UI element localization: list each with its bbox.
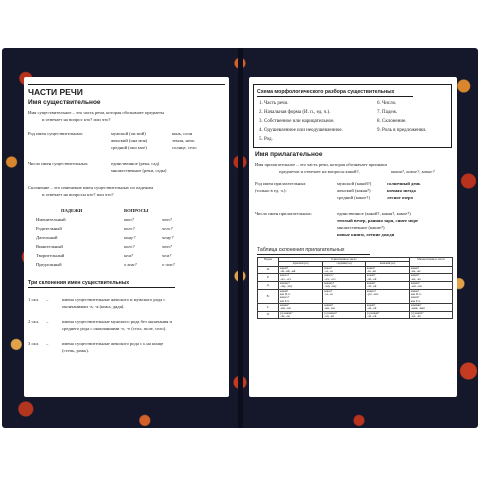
case-question: чем? [162,253,172,258]
table-cell-line: каким? [280,303,289,307]
adjective-definition-line: предметов и отвечает на вопросы какой?, [279,169,360,174]
table-title: Таблица склонения прилагательных [257,247,345,253]
table-cell-case: Т. [258,303,279,311]
table-cell-line: (о) какой? [367,311,380,315]
table-cell-line: -ому, -ему [280,284,293,289]
scheme-item: 7. Падеж. [377,110,398,115]
table-header-case: Падеж [258,258,279,267]
gender-example: солнце, село [172,145,197,150]
table-cell-line: каких? [411,295,420,300]
table-cell [366,289,410,303]
table-cell-line: -ой, -ей [367,284,377,289]
adjective-gender-example: лесное озеро [387,195,413,200]
adjective-number-item: множественное (какие?) [337,225,385,230]
adjective-definition-line: какая?, какое?, какие? [391,169,435,174]
adjective-gender-example: ночная звезда [387,188,416,193]
table-cell [410,289,453,303]
table-cell-line: -ых, -их [411,276,421,281]
adjective-definition-line: Имя прилагательное – это часть речи, которая обозначает признаки [255,162,387,167]
table-cell-case: Д. [258,281,279,289]
table-cell-line: какие? [411,266,420,270]
table-cell-line: -ую, -юю [367,291,379,296]
declension-dash: – [46,341,49,346]
table-cell-line: -ых, -их [411,313,421,318]
table-cell [279,289,323,303]
adjective-heading: Имя прилагательное [255,151,323,158]
table-cell [323,311,366,319]
table-cell-line: -ыми, -ими [411,306,425,311]
scheme-item: 9. Роль в предложении. [377,128,427,133]
top-rule [28,84,225,85]
case-name: Винительный [36,244,63,249]
table-cell-case: И. [258,266,279,274]
table-cell [410,274,453,282]
case-name: Предложный [36,262,62,267]
declension-text: имена существительные женского и мужского рода с [62,297,166,302]
table-cell-line: каким? [324,303,333,307]
right-page [249,77,457,397]
table-row [258,281,453,289]
table-cell-line: -ого, -его [324,276,336,281]
noun-definition-line: и отвечает на вопрос кто? или что? [42,117,111,122]
table-cell-line: какой? [367,303,376,307]
table-cell-line: какой? [367,273,376,278]
table-row [258,274,453,282]
case-question: кем? [124,253,134,258]
table-cell-line: какой? [280,266,289,270]
gender-example: земля, ночь [172,138,195,143]
gender-example: конь, слон [172,131,193,136]
table-cell [279,266,323,274]
case-question: кого? [124,244,135,249]
left-page [24,77,229,397]
table-cell [323,281,366,289]
case-question: о ком? [124,262,137,267]
table-cell [279,274,323,282]
table-cell [323,303,366,311]
table-cell [410,311,453,319]
case-name: Именительный [36,217,66,222]
table-cell-line: -ой, -ей [367,276,377,281]
table-cell-case: П. [258,311,279,319]
adjective-number-example: теплый вечер, ранняя заря, синее море [337,218,419,223]
table-cell-line: какими? [411,303,422,307]
case-question: кто? [124,217,134,222]
number-item: множественное (реки, сады) [111,168,167,173]
table-cell-line: -ое, -ее [324,268,333,273]
cases-header: ПАДЕЖИ [61,208,83,213]
table-cell-line: -ой, -ий, -ый [280,268,296,273]
table-cell [366,281,410,289]
case-name: Дательный [36,235,58,240]
declension-dash: – [46,297,49,302]
table-header-plural: Множественное число [410,258,453,267]
scheme-item: 6. Число. [377,101,397,106]
table-cell-line: как И. п. [411,291,422,296]
scheme-item: 2. Начальная форма (И. п., ед. ч.). [259,110,331,115]
adjective-gender-item: мужской (какой?) [337,181,372,186]
gender-label: Род имен существительных: [28,131,84,136]
declension-text: окончаниями -а, -я (кожа, дядя). [62,304,125,309]
page-title: ЧАСТИ РЕЧИ [28,87,83,97]
spine [238,48,243,428]
table-cell-line: (о) каком? [280,311,293,315]
table-cell-line: какую? [367,289,376,293]
table-header-neut: средний род [323,262,366,266]
table-cell [279,303,323,311]
table-row [258,303,453,311]
table-cell-line: -ым, -им [280,306,291,311]
case-question: чему? [162,235,174,240]
declension-text: среднего рода с окончаниями -о, -е (стол, поле, село). [62,326,167,331]
scheme-item: 3. Собственное или нарицательное. [259,119,335,124]
scheme-item: 1. Часть речи. [259,101,289,106]
table-cell-line: какому? [324,281,335,285]
scheme-item: 4. Одушевленное или неодушевленное. [259,128,343,133]
declension-definition-line: и отвечает на вопросы кто? или что? [42,192,114,197]
table-cell-line: какому? [280,281,290,285]
adjective-gender-item: женский (какая?) [337,188,371,193]
table-header-masc: мужской род [279,262,323,266]
table-cell-line: -ого, -его [280,276,292,281]
three-declensions-heading: Три склонения имен существительных [28,280,130,286]
table-cell-line: какого? [280,273,290,278]
heading-underline [28,287,175,288]
table-cell [366,311,410,319]
table-cell-line: какие? [411,289,420,293]
table-cell-line: -ая, -яя [367,268,376,273]
notebook-spread [2,48,478,428]
table-cell-line: как Р. п. [411,298,421,303]
declension-text: имена существительные мужского рода без окончания и [62,319,172,324]
table-cell-case: В. [258,289,279,303]
scheme-item: 5. Род. [259,137,273,142]
table-cell-line: какого? [280,295,290,300]
adjective-gender-label: (только в ед. ч.): [255,188,287,193]
declension-definition-line: Склонение – это изменение имен существительных по падежам [28,185,154,190]
adjective-gender-example: солнечный день [387,181,421,186]
declension-text: (степь, рожь). [62,348,89,353]
table-cell [323,289,366,303]
scheme-item: 8. Склонение. [377,119,407,124]
table-cell-line: -ом, -ем [280,313,290,318]
table-cell-case: Р. [258,274,279,282]
table-cell-line: -ой, -ей [367,306,377,311]
number-item: единственное (река, сад) [111,161,160,166]
table-cell [323,266,366,274]
gender-item: мужской (он мой) [111,131,146,136]
case-question: о чем? [162,262,175,267]
table-cell-line: -ом, -ем [324,313,334,318]
table-cell-line: каких? [411,273,420,278]
scheme-underline [257,96,413,97]
table-cell-line: какого? [324,273,334,278]
adjective-number-item: единственное (какой?, какая?, какое?) [337,211,411,216]
table-cell [279,281,323,289]
declension-dash: – [46,319,49,324]
table-header-singular: Единственное число [279,258,410,262]
table-cell-line: -ым, -им [324,306,335,311]
table-cell-line: каким? [411,281,420,285]
table-cell-line: как Р. п. [280,298,290,303]
table-cell-line: какое? [324,289,333,293]
table-cell [410,303,453,311]
questions-header: ВОПРОСЫ [124,208,149,213]
table-row [258,266,453,274]
table-cell-line: -ой, -ей [367,313,377,318]
table-cell [323,274,366,282]
table-cell-line: какой? [280,289,289,293]
noun-heading: Имя существительное [28,99,101,106]
adjective-gender-label: Род имен прилагательных [255,181,306,186]
table-row [258,289,453,303]
table-cell-line: -ому, -ему [324,284,337,289]
table-title-underline [257,254,370,255]
table-cell-line: -ым, -им [411,284,422,289]
case-question: чего? [162,226,173,231]
table-cell-line: какое? [324,266,333,270]
table-cell-line: -ые, -ие [411,268,421,273]
table-row [258,311,453,319]
table-cell [366,303,410,311]
case-name: Творительный [36,253,65,258]
table-cell-line: какая? [367,266,375,270]
scheme-title: Схема морфологического разбора существительных [257,89,395,95]
declension-label: 1 скл. [28,297,40,302]
gender-item: женский (она моя) [111,138,148,143]
table-cell-line: -ое, -ее [324,291,333,296]
case-question: что? [162,217,173,222]
declension-text: имена существительные женского рода с ь на конце [62,341,164,346]
adjective-number-example: новые книги, летние дожди [337,232,395,237]
table-cell-line: (о) каком? [324,311,337,315]
adjective-gender-item: средний (какое?) [337,195,370,200]
declension-label: 3 скл. [28,341,40,346]
adjective-number-label: Число имен прилагательных: [255,211,313,216]
noun-definition-line: Имя существительное – это часть речи, которая обозначает предметы [28,110,165,115]
table-cell-line: (о) каких? [411,311,424,315]
table-cell [366,274,410,282]
case-question: что? [162,244,173,249]
table-cell-line: какой? [367,281,376,285]
case-question: кого? [124,226,135,231]
table-cell [410,281,453,289]
number-label: Число имен существительных: [28,161,89,166]
table-cell-line: как И. п. [280,291,291,296]
declension-label: 2 скл. [28,319,40,324]
table-cell [366,266,410,274]
gender-item: средний (оно мое) [111,145,147,150]
table-header-fem: женский род [366,262,410,266]
case-name: Родительный [36,226,62,231]
table-cell [410,266,453,274]
case-question: кому? [124,235,136,240]
table-cell [279,311,323,319]
adjective-declension-table [257,257,453,319]
